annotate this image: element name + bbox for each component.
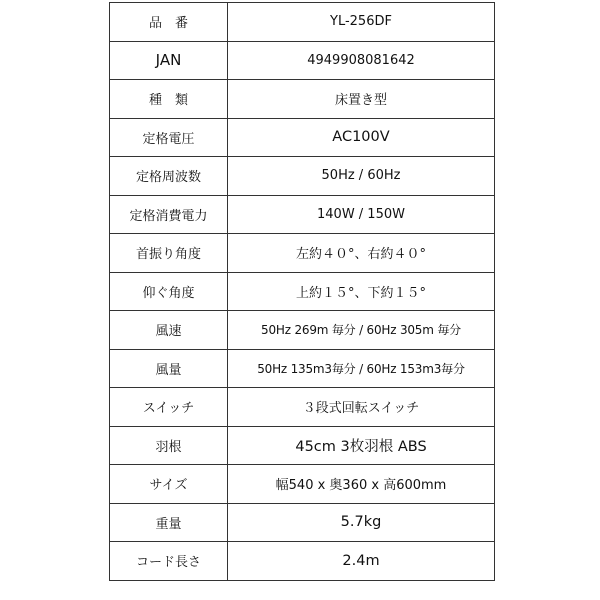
spec-value: YL-256DF — [228, 3, 495, 42]
spec-row-weight — [110, 503, 495, 542]
spec-row-size — [110, 465, 495, 504]
spec-label: 風速 — [110, 311, 228, 350]
spec-label: 羽根 — [110, 426, 228, 465]
spec-row-rated-frequency — [110, 157, 495, 196]
spec-label: 種 類 — [110, 80, 228, 119]
spec-value: ３段式回転スイッチ — [228, 388, 495, 427]
spec-row-wind-speed — [110, 311, 495, 350]
spec-value: AC100V — [228, 118, 495, 157]
spec-row-blades — [110, 426, 495, 465]
spec-row-switch — [110, 388, 495, 427]
spec-value: 140W / 150W — [228, 195, 495, 234]
spec-value: 左約４０°、右約４０° — [228, 234, 495, 273]
spec-value: 2.4m — [228, 542, 495, 581]
spec-row-rated-power — [110, 195, 495, 234]
spec-row-model-number — [110, 3, 495, 42]
spec-label: 首振り角度 — [110, 234, 228, 273]
spec-value: 50Hz / 60Hz — [228, 157, 495, 196]
spec-value: 5.7kg — [228, 503, 495, 542]
spec-value: 50Hz 269m 毎分 / 60Hz 305m 毎分 — [228, 311, 495, 350]
spec-value: 45cm 3枚羽根 ABS — [228, 426, 495, 465]
spec-row-air-volume — [110, 349, 495, 388]
spec-label: JAN — [110, 41, 228, 80]
spec-value: 50Hz 135m3毎分 / 60Hz 153m3毎分 — [228, 349, 495, 388]
spec-row-jan — [110, 41, 495, 80]
spec-table — [109, 2, 495, 581]
spec-label: 仰ぐ角度 — [110, 272, 228, 311]
spec-label: コード長さ — [110, 542, 228, 581]
spec-row-type — [110, 80, 495, 119]
spec-row-cord-length — [110, 542, 495, 581]
spec-label: 定格消費電力 — [110, 195, 228, 234]
spec-label: スイッチ — [110, 388, 228, 427]
spec-value: 幅540 x 奥360 x 高600mm — [228, 465, 495, 504]
spec-label: 定格電圧 — [110, 118, 228, 157]
spec-value: 床置き型 — [228, 80, 495, 119]
spec-row-tilt-angle — [110, 272, 495, 311]
spec-row-rated-voltage — [110, 118, 495, 157]
spec-label: 風量 — [110, 349, 228, 388]
spec-value: 上約１５°、下約１５° — [228, 272, 495, 311]
spec-label: 品 番 — [110, 3, 228, 42]
spec-label: サイズ — [110, 465, 228, 504]
spec-value: 4949908081642 — [228, 41, 495, 80]
spec-label: 重量 — [110, 503, 228, 542]
spec-label: 定格周波数 — [110, 157, 228, 196]
spec-row-oscillation-angle — [110, 234, 495, 273]
